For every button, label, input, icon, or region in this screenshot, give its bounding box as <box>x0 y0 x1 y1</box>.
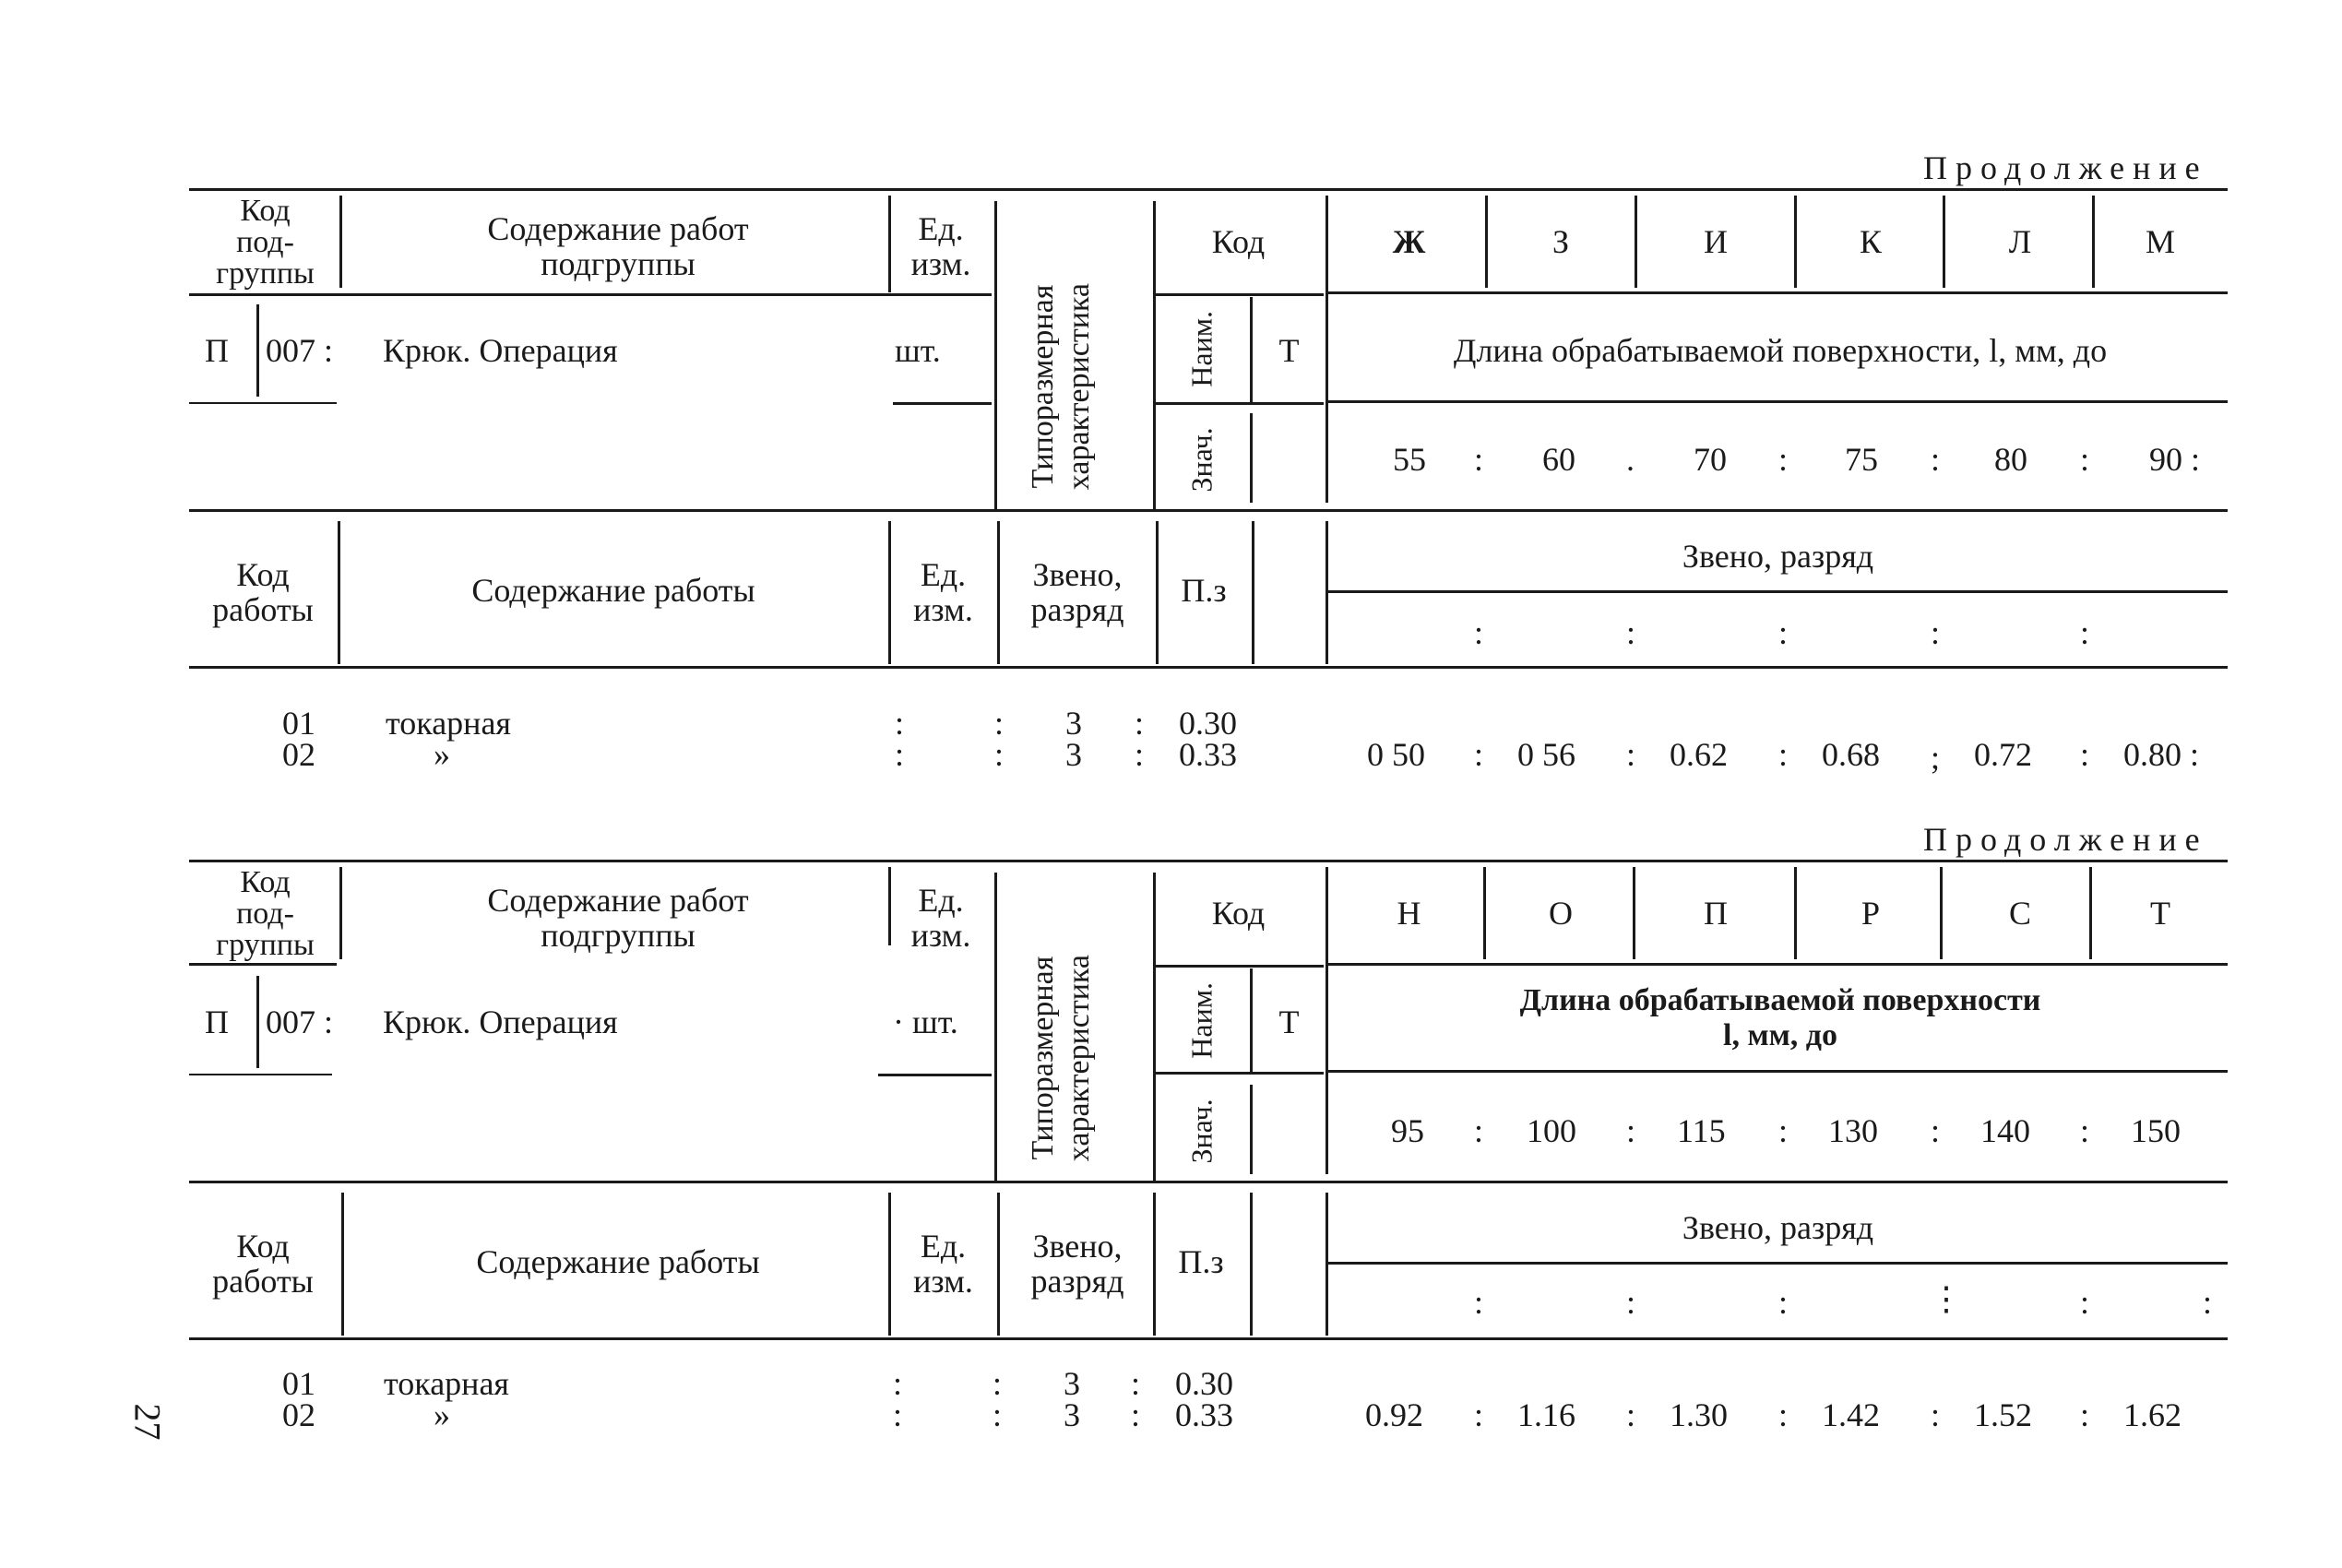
divider <box>1250 413 1253 503</box>
separator: : <box>1931 1112 1941 1149</box>
separator: : <box>1474 736 1484 773</box>
subgroup-unit: · шт. <box>893 1004 958 1040</box>
work-content: » <box>434 1396 450 1433</box>
separator: : <box>1135 736 1145 773</box>
separator: : <box>2080 441 2090 478</box>
continuation-label: Продолжение <box>1923 149 2208 186</box>
separator: : <box>1931 614 1941 651</box>
separator: : <box>893 1365 903 1402</box>
col-letter: Н <box>1397 895 1421 932</box>
subgroup-letter: П <box>205 1004 229 1040</box>
type-characteristic-header: Типоразмерная характеристика <box>1025 955 1096 1162</box>
rule <box>189 402 337 404</box>
rule <box>1156 402 1324 405</box>
separator: : <box>893 1396 903 1433</box>
unit-header: Ед. изм. <box>910 882 971 954</box>
param-value: 150 <box>2131 1112 2181 1149</box>
znach-label: Знач. <box>1184 427 1219 493</box>
divider <box>994 873 997 1182</box>
divider <box>1250 1193 1253 1336</box>
rule <box>189 1337 2228 1340</box>
separator: : <box>2203 1284 2213 1321</box>
col-letter: М <box>2145 223 2175 260</box>
rule <box>878 1074 992 1076</box>
rule <box>1153 965 1324 968</box>
separator: : <box>1778 614 1789 651</box>
rule <box>1156 1072 1324 1075</box>
param-value: 140 <box>1980 1112 2030 1149</box>
norm-value: 1.30 <box>1670 1396 1728 1433</box>
norm-value: 0 56 <box>1517 736 1575 773</box>
rule <box>189 293 992 296</box>
separator: : <box>1626 1396 1636 1433</box>
rule <box>1328 1262 2228 1265</box>
separator: : <box>1474 1284 1484 1321</box>
subgroup-code: 007 : <box>266 332 334 369</box>
table-top-rule <box>189 188 2228 191</box>
divider <box>256 304 259 397</box>
work-code: 01 <box>282 1365 315 1402</box>
separator: : <box>895 705 905 742</box>
norm-value: 1.16 <box>1517 1396 1575 1433</box>
crew-grade-header: Звено, разряд <box>1682 1209 1874 1246</box>
separator: : <box>1474 614 1484 651</box>
subgroup-code-header: Код под- группы <box>216 865 315 962</box>
divider <box>2089 867 2092 959</box>
separator: : <box>1626 1112 1636 1149</box>
separator: : <box>2080 1396 2090 1433</box>
separator: : <box>2080 1112 2090 1149</box>
unit-header: Ед. изм. <box>910 210 971 282</box>
separator: : <box>1931 1396 1941 1433</box>
subgroup-content-header: Содержание работ подгруппы <box>487 882 749 954</box>
work-content-header: Содержание работы <box>476 1243 760 1280</box>
separator: : <box>1474 441 1484 478</box>
norm-value: 0.92 <box>1365 1396 1423 1433</box>
separator: : <box>993 1396 1003 1433</box>
col-letter: Р <box>1861 895 1881 932</box>
norm-value: 0 50 <box>1367 736 1425 773</box>
naim-label: Наим. <box>1184 982 1219 1059</box>
unit-header: Ед. изм. <box>913 556 973 628</box>
work-pz: 0.30 <box>1175 1365 1233 1402</box>
col-letter: Л <box>2008 223 2032 260</box>
rule <box>1153 293 1324 296</box>
work-pz: 0.33 <box>1175 1396 1233 1433</box>
param-value: 90 : <box>2149 441 2201 478</box>
param-value: 130 <box>1828 1112 1878 1149</box>
rule <box>189 509 2228 512</box>
code-header: Код <box>1211 223 1266 260</box>
t-label: Т <box>1278 1004 1300 1040</box>
divider <box>1326 867 1328 1174</box>
col-letter: О <box>1549 895 1573 932</box>
divider <box>1794 867 1797 959</box>
subgroup-content-header: Содержание работ подгруппы <box>487 210 749 282</box>
divider <box>1250 968 1253 1075</box>
subgroup-content: Крюк. Операция <box>383 332 618 369</box>
divider <box>1252 521 1254 664</box>
col-letter: З <box>1551 223 1570 260</box>
param-value: 100 <box>1527 1112 1576 1149</box>
rule <box>1328 400 2228 403</box>
separator: : <box>2080 1284 2090 1321</box>
crew-header: Звено, разряд <box>1030 1228 1124 1300</box>
subgroup-letter: П <box>205 332 229 369</box>
norm-value: 0.72 <box>1974 736 2032 773</box>
divider <box>1326 196 1328 503</box>
separator: : <box>1474 1112 1484 1149</box>
norm-value: 0.68 <box>1822 736 1880 773</box>
rule <box>1328 590 2228 593</box>
separator: : <box>1778 1284 1789 1321</box>
separator: : <box>1778 1112 1789 1149</box>
type-characteristic-header: Типоразмерная характеристика <box>1025 283 1096 491</box>
col-letter: И <box>1704 223 1728 260</box>
work-code-header: Код работы <box>212 1228 314 1300</box>
divider <box>1794 196 1797 288</box>
work-content: токарная <box>386 705 511 742</box>
param-value: 75 <box>1845 441 1878 478</box>
rule <box>189 963 337 966</box>
separator: : <box>1474 1396 1484 1433</box>
divider <box>256 976 259 1068</box>
divider <box>1250 297 1253 403</box>
table-top-rule <box>189 860 2228 862</box>
work-code: 02 <box>282 1396 315 1433</box>
pz-header: П.з <box>1178 1243 1224 1280</box>
naim-label: Наим. <box>1184 311 1219 387</box>
divider <box>1940 867 1943 959</box>
work-code: 01 <box>282 705 315 742</box>
param-value: 95 <box>1391 1112 1424 1149</box>
t-label: Т <box>1278 332 1300 369</box>
work-content: токарная <box>384 1365 509 1402</box>
col-letter: Т <box>2150 895 2170 932</box>
separator: : <box>1131 1365 1141 1402</box>
rule <box>189 1074 332 1075</box>
col-letter: С <box>2008 895 2031 932</box>
work-code-header: Код работы <box>212 556 314 628</box>
separator: ; <box>1931 739 1941 776</box>
divider <box>888 196 891 292</box>
divider <box>994 201 997 510</box>
param-value: 115 <box>1677 1112 1726 1149</box>
work-pz: 0.30 <box>1179 705 1237 742</box>
subgroup-content: Крюк. Операция <box>383 1004 618 1040</box>
divider <box>339 867 342 959</box>
param-label-line1: Длина обрабатываемой поверхности <box>1519 983 2041 1017</box>
separator: : <box>1778 736 1789 773</box>
work-grade: 3 <box>1065 736 1082 773</box>
work-code: 02 <box>282 736 315 773</box>
subgroup-code: 007 : <box>266 1004 334 1040</box>
code-header: Код <box>1211 895 1266 932</box>
divider <box>1943 196 1945 288</box>
work-grade: 3 <box>1065 705 1082 742</box>
work-content-header: Содержание работы <box>471 572 755 609</box>
separator: : <box>1778 441 1789 478</box>
separator: : <box>994 705 1005 742</box>
separator: : <box>2080 614 2090 651</box>
col-letter: П <box>1704 895 1728 932</box>
znach-label: Знач. <box>1184 1099 1219 1164</box>
param-value: 55 <box>1393 441 1426 478</box>
separator: : <box>1135 705 1145 742</box>
separator: : <box>994 736 1005 773</box>
subgroup-unit: шт. <box>895 332 941 369</box>
separator: : <box>1626 614 1636 651</box>
rule <box>893 402 992 405</box>
divider <box>1153 201 1156 510</box>
rule <box>1328 291 2228 294</box>
col-letter: Ж <box>1392 223 1426 260</box>
separator: : <box>1778 1396 1789 1433</box>
separator: : <box>993 1365 1003 1402</box>
norm-value: 0.62 <box>1670 736 1728 773</box>
col-letter: К <box>1859 223 1882 260</box>
rule <box>189 1181 2228 1183</box>
separator: : <box>2080 736 2090 773</box>
work-grade: 3 <box>1064 1396 1080 1433</box>
norm-value: 0.80 : <box>2123 736 2200 773</box>
separator: : <box>1626 736 1636 773</box>
rule <box>189 666 2228 669</box>
page-number: 27 <box>126 1403 169 1441</box>
divider <box>2092 196 2095 288</box>
param-value: 60 <box>1542 441 1575 478</box>
param-label-line2: l, мм, до <box>1723 1018 1837 1052</box>
rule <box>1328 1070 2228 1073</box>
unit-header: Ед. изм. <box>913 1228 973 1300</box>
separator: . <box>1626 441 1635 478</box>
divider <box>888 867 891 945</box>
separator: : <box>1626 1284 1636 1321</box>
separator: : <box>1131 1396 1141 1433</box>
divider <box>1633 867 1635 959</box>
divider <box>339 196 342 288</box>
rule <box>1328 963 2228 966</box>
norm-value: 1.62 <box>2123 1396 2182 1433</box>
divider <box>341 1193 344 1336</box>
norm-value: 1.52 <box>1974 1396 2032 1433</box>
work-grade: 3 <box>1064 1365 1080 1402</box>
param-value: 70 <box>1694 441 1727 478</box>
crew-header: Звено, разряд <box>1030 556 1124 628</box>
divider <box>1153 873 1156 1182</box>
continuation-label: Продолжение <box>1923 821 2208 858</box>
param-value: 80 <box>1994 441 2027 478</box>
separator: : <box>1931 441 1941 478</box>
work-content: » <box>434 736 450 773</box>
param-label: Длина обрабатываемой поверхности, l, мм, до <box>1453 332 2108 369</box>
divider <box>1483 867 1486 959</box>
pz-header: П.з <box>1181 572 1227 609</box>
work-pz: 0.33 <box>1179 736 1237 773</box>
divider <box>1635 196 1637 288</box>
norm-value: 1.42 <box>1822 1396 1880 1433</box>
separator: : <box>895 736 905 773</box>
subgroup-code-header: Код под- группы <box>216 194 315 291</box>
divider <box>1250 1085 1253 1174</box>
crew-grade-header: Звено, разряд <box>1682 538 1874 575</box>
divider <box>1485 196 1488 288</box>
separator: ⋮ <box>1930 1280 1963 1317</box>
divider <box>338 521 340 664</box>
